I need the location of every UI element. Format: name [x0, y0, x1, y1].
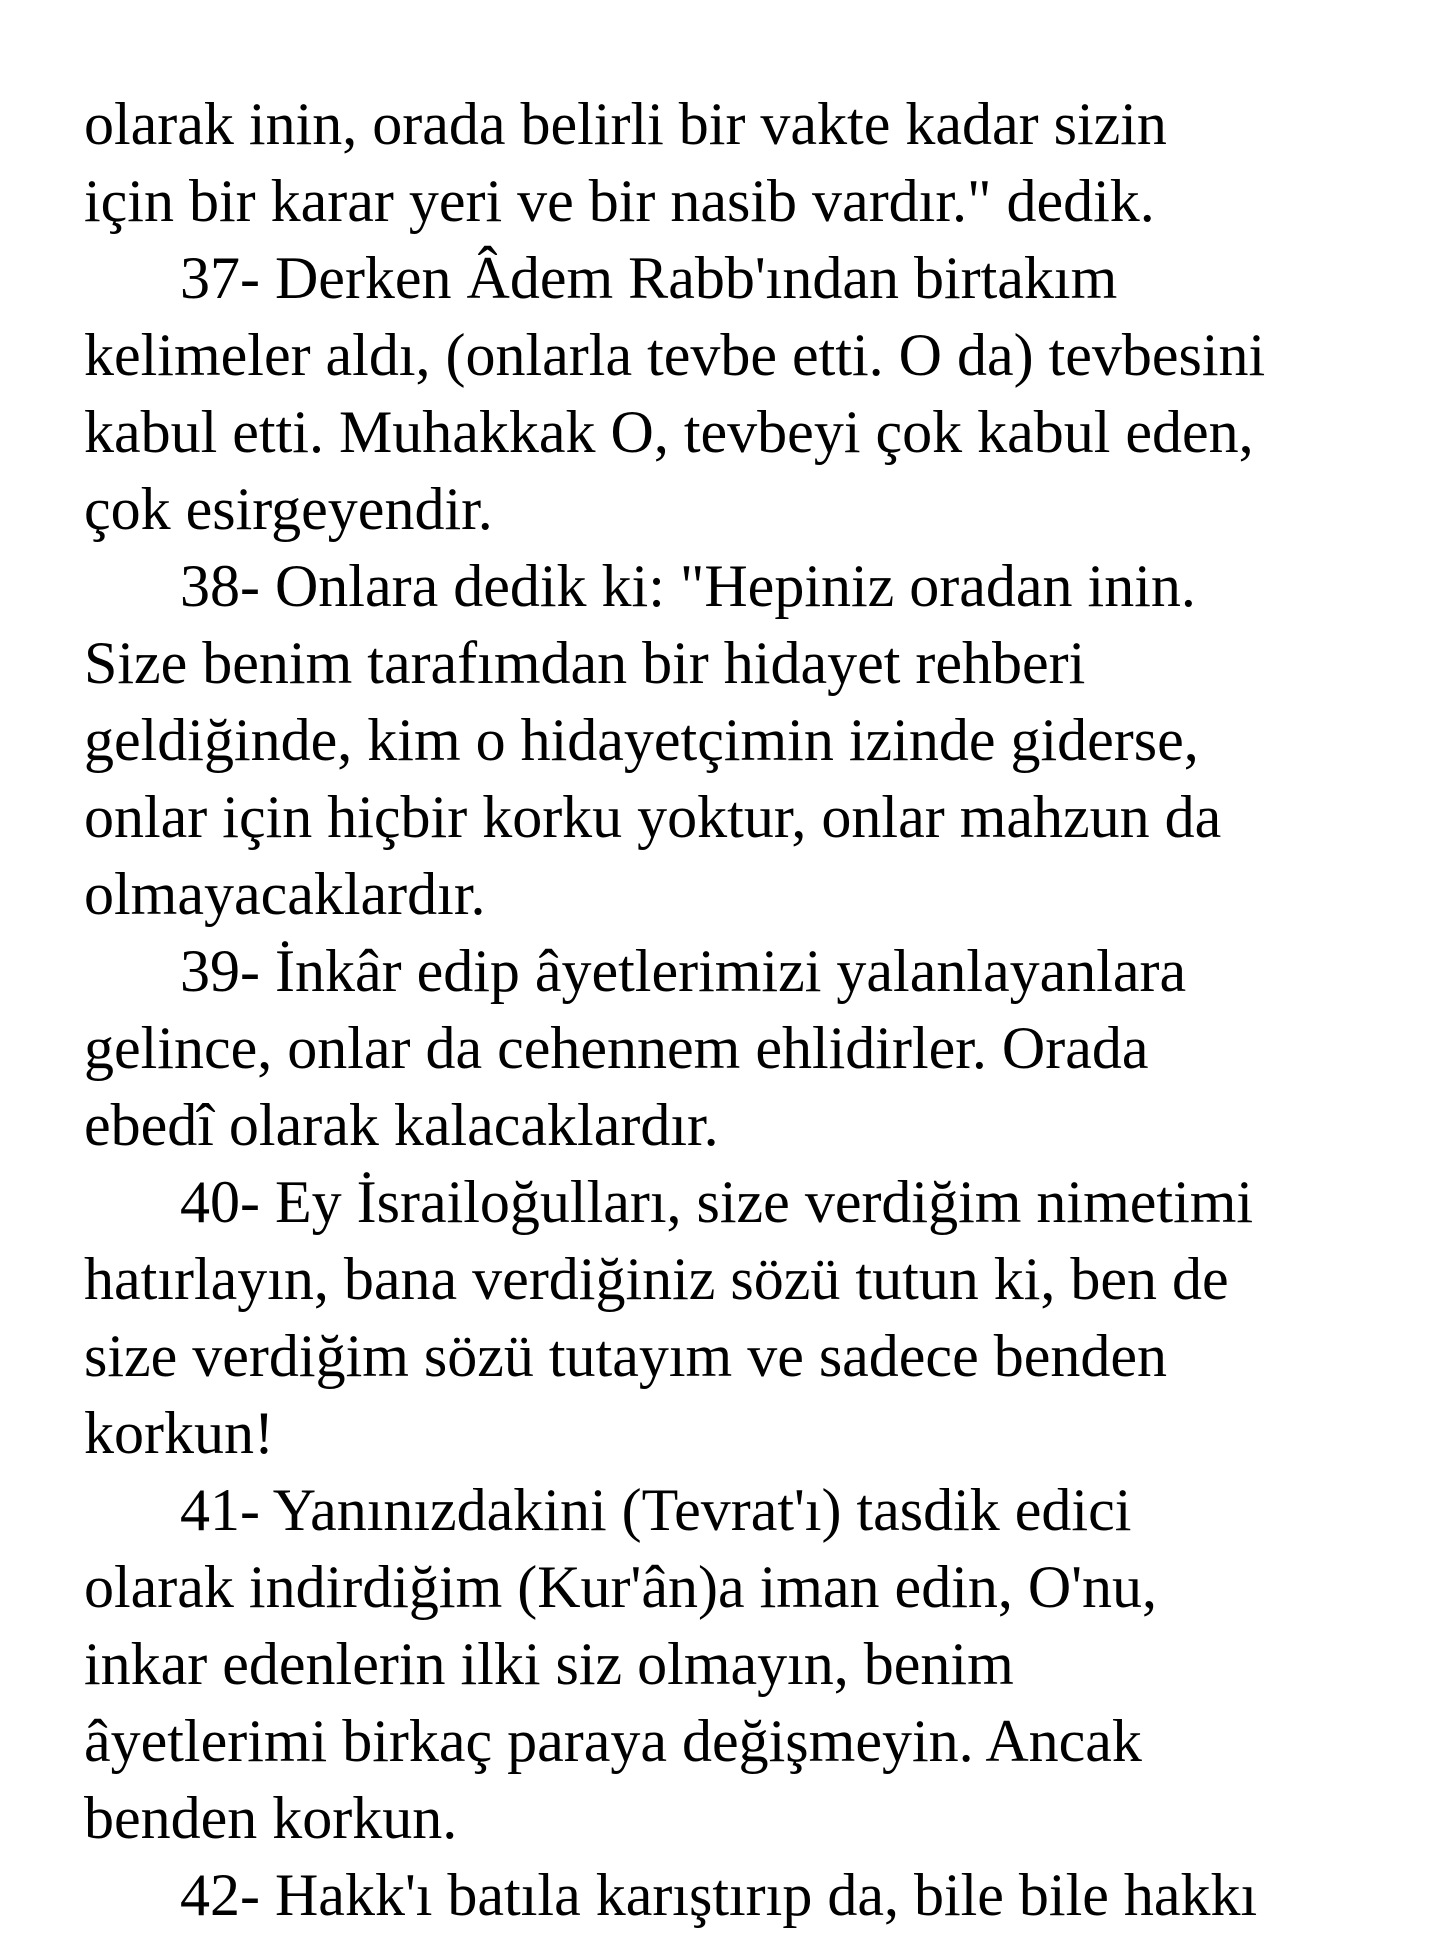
text-line: âyetlerimi birkaç paraya değişmeyin. Ancak — [84, 1708, 1142, 1774]
text-line: olarak inin, orada belirli bir vakte kadar sizin — [84, 91, 1167, 157]
verse-start-line: 38- Onlara dedik ki: "Hepiniz oradan inin. — [180, 553, 1196, 619]
text-line: korkun! — [84, 1400, 274, 1466]
verse-start-line: 42- Hakk'ı batıla karıştırıp da, bile bile hakkı — [180, 1862, 1258, 1928]
text-line: olarak indirdiğim (Kur'ân)a iman edin, O'nu, — [84, 1554, 1157, 1620]
text-line: benden korkun. — [84, 1785, 458, 1851]
verse-start-line: 39- İnkâr edip âyetlerimizi yalanlayanlara — [180, 938, 1187, 1004]
document-page — [84, 86, 1404, 1934]
text-line: olmayacaklardır. — [84, 861, 486, 927]
verse-start-line: 40- Ey İsrailoğulları, size verdiğim nimetimi — [180, 1169, 1254, 1235]
verse-start-line: 37- Derken Âdem Rabb'ından birtakım — [180, 245, 1118, 311]
text-line: gelince, onlar da cehennem ehlidirler. Orada — [84, 1015, 1149, 1081]
text-line: Size benim tarafımdan bir hidayet rehberi — [84, 630, 1086, 696]
text-line: inkar edenlerin ilki siz olmayın, benim — [84, 1631, 1014, 1697]
text-line: kabul etti. Muhakkak O, tevbeyi çok kabul eden, — [84, 399, 1254, 465]
text-line: size verdiğim sözü tutayım ve sadece benden — [84, 1323, 1167, 1389]
text-line: için bir karar yeri ve bir nasib vardır." dedik. — [84, 168, 1155, 234]
text-line: geldiğinde, kim o hidayetçimin izinde giderse, — [84, 707, 1199, 773]
text-line: hatırlayın, bana verdiğiniz sözü tutun ki, ben de — [84, 1246, 1229, 1312]
verse-start-line: 41- Yanınızdakini (Tevrat'ı) tasdik edici — [180, 1477, 1132, 1543]
text-line: onlar için hiçbir korku yoktur, onlar mahzun da — [84, 784, 1222, 850]
text-line: ebedî olarak kalacaklardır. — [84, 1092, 719, 1158]
text-line: çok esirgeyendir. — [84, 476, 493, 542]
text-line: kelimeler aldı, (onlarla tevbe etti. O da) tevbesini — [84, 322, 1266, 388]
